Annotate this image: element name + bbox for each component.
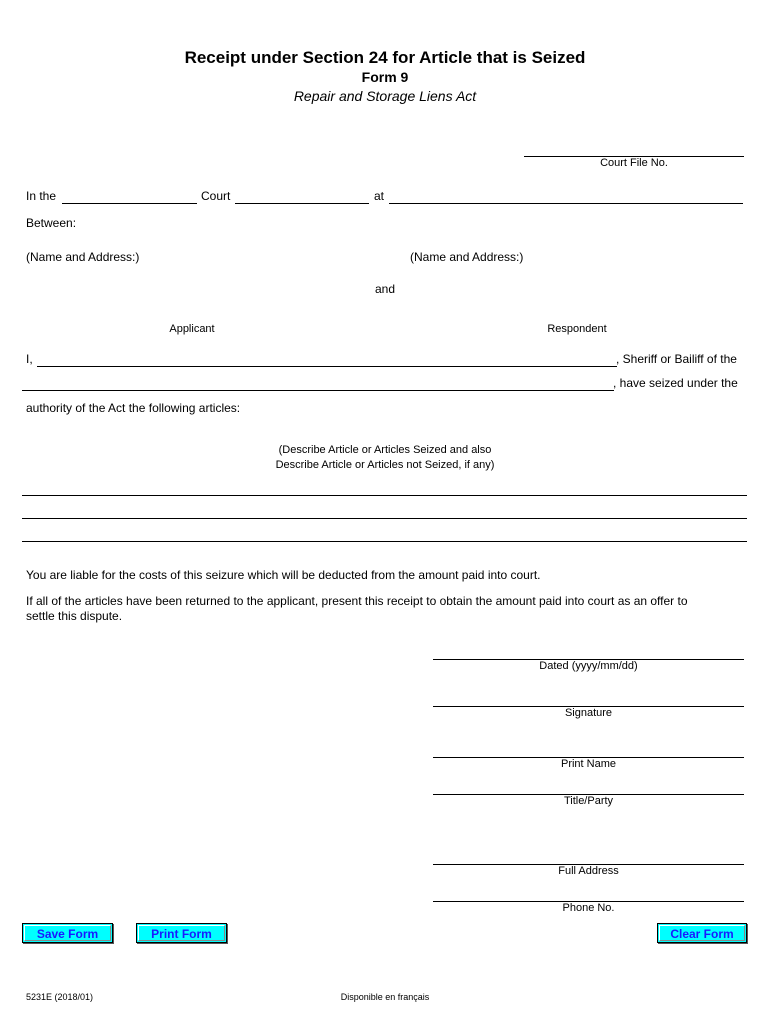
print-form-button[interactable]: Print Form	[136, 923, 227, 943]
full-address-label: Full Address	[558, 865, 619, 877]
title-party-label: Title/Party	[563, 795, 614, 807]
sheriff-suffix-label: , Sheriff or Bailiff of the	[616, 352, 737, 366]
authority-label: authority of the Act the following articles:	[26, 401, 241, 415]
article-description-line-3[interactable]	[22, 541, 747, 542]
court-address-field[interactable]	[389, 203, 743, 204]
dated-label: Dated (yyyy/mm/dd)	[539, 660, 638, 672]
at-label: at	[374, 189, 385, 203]
respondent-name-address-label: (Name and Address:)	[410, 250, 524, 264]
french-availability: Disponible en français	[340, 992, 430, 1002]
applicant-label: Applicant	[169, 323, 215, 335]
and-label: and	[374, 282, 396, 296]
phone-label: Phone No.	[562, 902, 615, 914]
article-description-line-1[interactable]	[22, 495, 747, 496]
liability-notice: You are liable for the costs of this seizure which will be deducted from the amount paid into court.	[26, 568, 541, 582]
returned-notice-line-1: If all of the articles have been returned to the applicant, present this receipt to obtain the amount paid into court as an offer to	[26, 594, 688, 608]
print-name-label: Print Name	[560, 758, 617, 770]
jurisdiction-field[interactable]	[22, 390, 614, 391]
between-label: Between:	[26, 216, 77, 230]
describe-instruction-1: (Describe Article or Articles Seized and also	[278, 444, 492, 456]
applicant-name-address-label: (Name and Address:)	[26, 250, 140, 264]
form-code: 5231E (2018/01)	[26, 992, 94, 1002]
court-name-field[interactable]	[62, 203, 197, 204]
i-label: I,	[26, 352, 33, 366]
article-description-line-2[interactable]	[22, 518, 747, 519]
respondent-label: Respondent	[547, 323, 607, 335]
seized-suffix-label: , have seized under the	[613, 376, 738, 390]
in-the-label: In the	[26, 189, 57, 203]
act-name: Repair and Storage Liens Act	[293, 88, 477, 104]
save-form-button[interactable]: Save Form	[22, 923, 113, 943]
sheriff-name-field[interactable]	[37, 366, 617, 367]
court-label: Court	[201, 189, 231, 203]
describe-instruction-2: Describe Article or Articles not Seized, if any)	[275, 459, 495, 471]
court-location-field[interactable]	[235, 203, 369, 204]
signature-label: Signature	[564, 707, 613, 719]
form-title: Receipt under Section 24 for Article that is Seized	[184, 48, 586, 67]
returned-notice-line-2: settle this dispute.	[26, 609, 123, 623]
court-file-number-label: Court File No.	[600, 157, 668, 169]
form-number: Form 9	[361, 69, 409, 85]
clear-form-button[interactable]: Clear Form	[657, 923, 747, 943]
